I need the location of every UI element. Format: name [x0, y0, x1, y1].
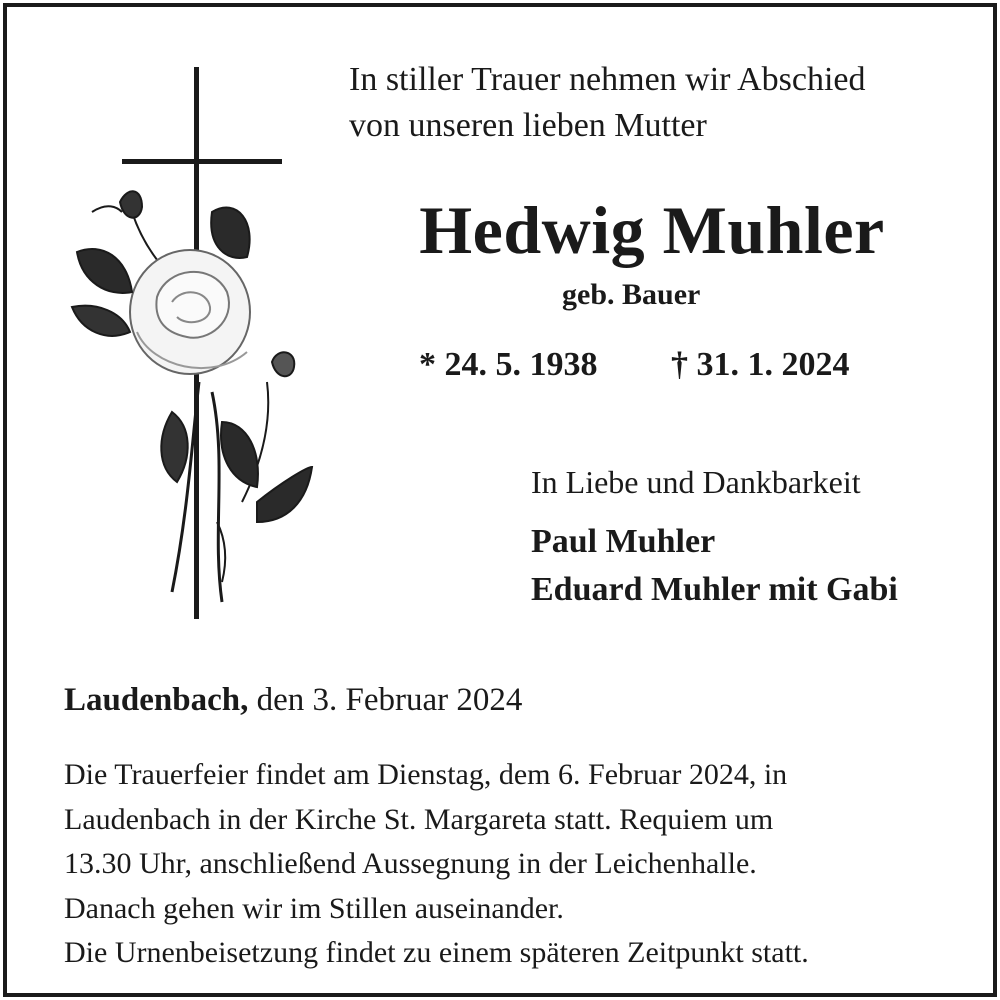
notice-line: Danach gehen wir im Stillen auseinander. [64, 891, 564, 925]
intro-line: von unseren lieben Mutter [349, 107, 707, 144]
place-name: Laudenbach, [64, 682, 249, 718]
death-date: † 31. 1. 2024 [671, 346, 850, 383]
notice-line: Laudenbach in der Kirche St. Margareta statt. Requiem um [64, 802, 774, 836]
signatory: Eduard Muhler mit Gabi [531, 571, 898, 608]
signatory: Paul Muhler [531, 523, 716, 560]
deceased-name: Hedwig Muhler [419, 192, 885, 268]
date-text: den 3. Februar 2024 [248, 682, 523, 718]
obituary-frame [3, 3, 997, 997]
notice-line: 13.30 Uhr, anschließend Aussegnung in der Leichenhalle. [64, 847, 757, 880]
notice-line: Die Trauerfeier findet am Dienstag, dem 6. Februar 2024, in [64, 758, 788, 791]
place-date-line [64, 682, 522, 719]
cross-and-rose-icon [62, 62, 327, 627]
intro-text [349, 57, 866, 149]
funeral-notice [64, 753, 809, 976]
closing-phrase: In Liebe und Dankbarkeit [531, 464, 861, 500]
maiden-name: geb. Bauer [562, 278, 701, 311]
notice-line: Die Urnenbeisetzung findet zu einem späteren Zeitpunkt statt. [64, 936, 809, 969]
intro-line: In stiller Trauer nehmen wir Abschied [349, 61, 866, 98]
birth-date: * 24. 5. 1938 [419, 346, 598, 383]
